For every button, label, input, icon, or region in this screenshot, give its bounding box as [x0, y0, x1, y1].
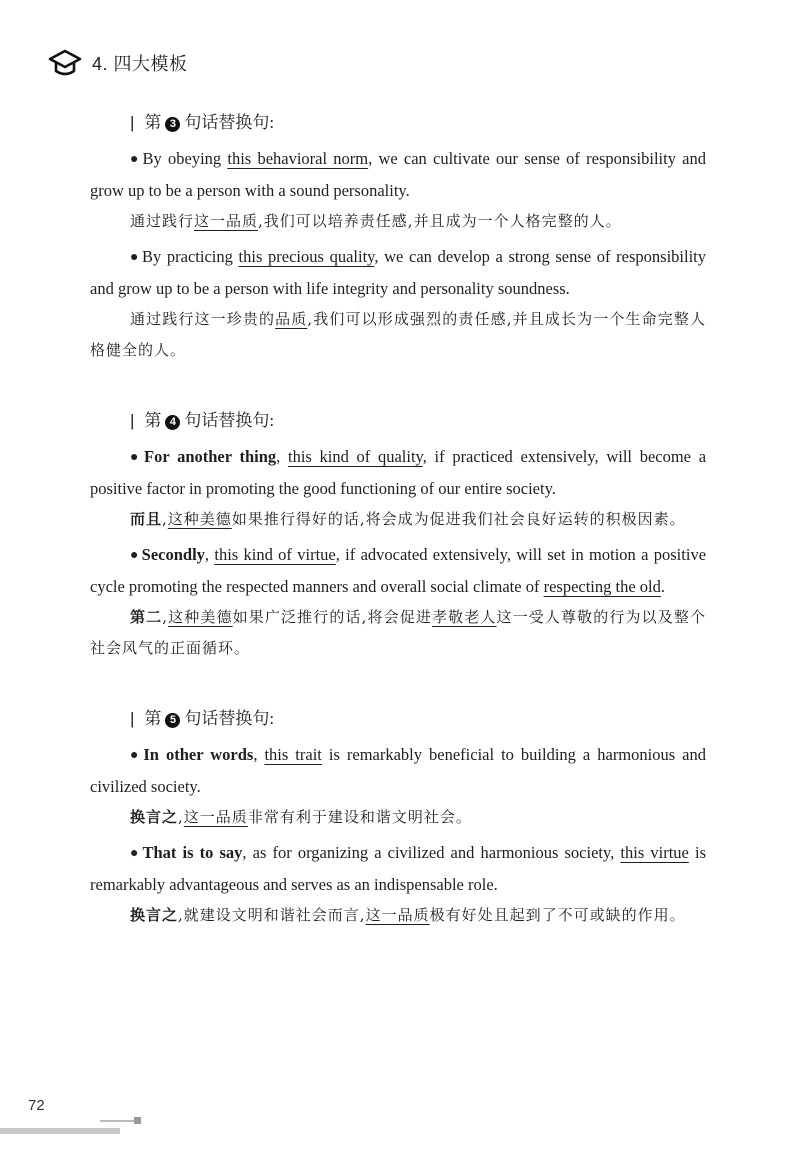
- circled-number: 4: [165, 415, 180, 430]
- chinese-translation: 第二,这种美德如果广泛推行的话,将会促进孝敬老人这一受人尊敬的行为以及整个社会风气的正面循环。: [90, 608, 706, 657]
- heading-bar: |: [130, 411, 135, 430]
- page-header: [48, 46, 188, 80]
- circled-number: 5: [165, 713, 180, 728]
- chinese-translation: 而且,这种美德如果推行得好的话,将会成为促进我们社会良好运转的积极因素。: [130, 510, 686, 528]
- underlined-phrase: 这种美德: [167, 510, 232, 528]
- lead-phrase: Secondly: [141, 545, 205, 564]
- lead-phrase: In other words: [143, 745, 254, 764]
- english-sentence: ● Secondly, this kind of virtue, if advocated extensively, will set in motion a positive cycle promoting the respected manners and overall social climate of respecting the old.: [90, 545, 707, 596]
- page-number: 72: [28, 1097, 45, 1114]
- english-sentence: ● That is to say, as for organizing a civilized and harmonious society, this virtue is remarkably advantageous and serves as an indispensable role.: [90, 843, 706, 894]
- lead-phrase: For another thing: [144, 447, 277, 466]
- underlined-phrase: this kind of quality: [287, 447, 423, 466]
- section-heading: | 第 3 句话替换句:: [130, 113, 275, 132]
- lead-phrase: 第二: [130, 608, 163, 626]
- section-heading: | 第 4 句话替换句:: [130, 411, 275, 430]
- bullet-icon: ●: [130, 548, 140, 563]
- underlined-phrase: 这一品质: [194, 212, 259, 230]
- underlined-phrase: this behavioral norm: [227, 149, 369, 168]
- underlined-phrase: 这种美德: [168, 608, 233, 626]
- underlined-phrase: respecting the old: [543, 577, 661, 596]
- lead-phrase: 换言之: [130, 906, 179, 924]
- bullet-icon: ●: [130, 748, 142, 763]
- english-sentence: ● For another thing, this kind of quality, if practiced extensively, will become a positive factor in promoting the good functioning of our entire society.: [90, 447, 707, 498]
- bullet-icon: ●: [130, 250, 140, 265]
- bullet-icon: ●: [130, 846, 141, 861]
- underlined-phrase: 这一品质: [365, 906, 430, 924]
- english-sentence: ● By practicing this precious quality, we can develop a strong sense of responsibility and grow up to be a person with life integrity and personality soundness.: [90, 247, 706, 298]
- heading-bar: |: [130, 709, 135, 728]
- section-4: [90, 406, 706, 664]
- underlined-phrase: 孝敬老人: [432, 608, 497, 626]
- underlined-phrase: this virtue: [620, 843, 689, 862]
- underlined-phrase: 品质: [275, 310, 308, 328]
- section-heading: | 第 5 句话替换句:: [130, 709, 275, 728]
- graduation-cap-icon: [48, 48, 82, 78]
- chinese-translation: 通过践行这一珍贵的品质,我们可以形成强烈的责任感,并且成长为一个生命完整人格健全的人。: [90, 310, 706, 359]
- chinese-translation: 换言之,这一品质非常有利于建设和谐文明社会。: [130, 808, 472, 826]
- bullet-icon: ●: [130, 152, 141, 167]
- footer-decoration-line: [100, 1120, 134, 1122]
- underlined-phrase: this trait: [264, 745, 322, 764]
- bullet-icon: ●: [130, 450, 143, 465]
- chinese-translation: 换言之,就建设文明和谐社会而言,这一品质极有好处且起到了不可或缺的作用。: [130, 906, 686, 924]
- footer-decoration-bar: [0, 1128, 120, 1134]
- underlined-phrase: 这一品质: [183, 808, 248, 826]
- underlined-phrase: this kind of virtue: [214, 545, 336, 564]
- section-3: [90, 108, 706, 366]
- heading-bar: |: [130, 113, 135, 132]
- lead-phrase: That is to say: [142, 843, 243, 862]
- section-5: [90, 704, 706, 931]
- underlined-phrase: this precious quality: [238, 247, 375, 266]
- english-sentence: ● By obeying this behavioral norm, we can cultivate our sense of responsibility and grow up to be a person with a sound personality.: [90, 149, 707, 200]
- chapter-title: 4. 四大模板: [92, 54, 188, 74]
- chinese-translation: 通过践行这一品质,我们可以培养责任感,并且成为一个人格完整的人。: [130, 212, 622, 230]
- lead-phrase: 换言之: [130, 808, 179, 826]
- english-sentence: ● In other words, this trait is remarkably beneficial to building a harmonious and civilized society.: [90, 745, 706, 796]
- circled-number: 3: [165, 117, 180, 132]
- footer-decoration-square: [134, 1117, 141, 1124]
- page-content: [90, 108, 706, 971]
- lead-phrase: 而且: [130, 510, 163, 528]
